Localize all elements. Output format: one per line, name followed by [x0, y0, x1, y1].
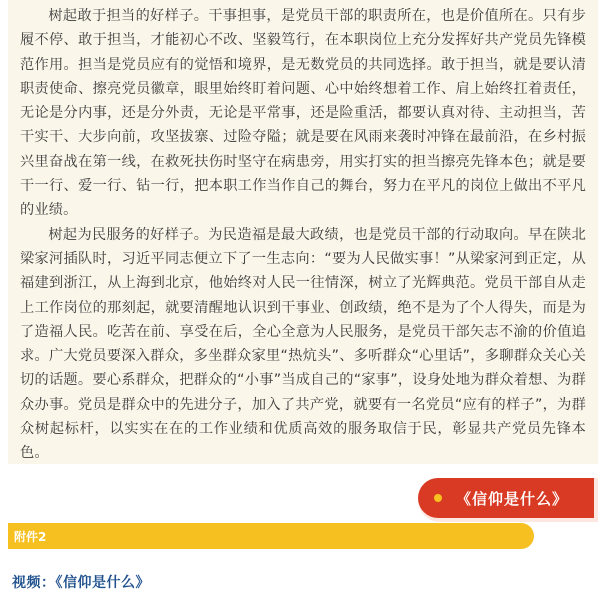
article-paragraph-1: 树起敢于担当的好样子。干事担事，是党员干部的职责所在，也是价值所在。只有步履不停、敢于担当，才能初心不改、坚毅笃行，在本职岗位上充分发挥好共产党员先锋模范作用。担当是党员应有的觉悟和境界，是无数党员的共同选择。敢于担当，就是要认清职责使命、擦亮党员徽章，眼里始终盯着问题、心中始终想着工作、肩上始终扛着责任，无论是分内事，还是分外责，无论是平常事，还是险重活，都要认真对待、主动担当，苦干实干、大步向前，攻坚拔寨、过险夺隘；就是要在风雨来袭时冲锋在最前沿，在乡村振兴里奋战在第一线，在救死扶伤时坚守在病患旁，用实打实的担当擦亮先锋本色；就是要干一行、爱一行、钻一行，把本职工作当作自己的舞台，努力在平凡的岗位上做出不平凡的业绩。: [20, 8, 586, 219]
annex-bar: [8, 523, 534, 549]
section-tab-title: 《信仰是什么》: [456, 489, 569, 508]
article-box: [8, 0, 598, 464]
bullet-dot-icon: [434, 494, 442, 502]
annex-label: 附件2: [14, 529, 47, 544]
video-title[interactable]: 视频：《信仰是什么》: [12, 575, 150, 591]
section-tab-body: [418, 478, 594, 518]
section-tab: [418, 478, 598, 522]
article-paragraph-2: 树起为民服务的好样子。为民造福是最大政绩，也是党员干部的行动取向。早在陕北梁家河插队时，习近平同志便立下了一生志向：“要为人民做实事！”从梁家河到正定，从福建到浙江，从上海到北京，他始终对人民一往情深，树立了光辉典范。党员干部自从走上工作岗位的那刻起，就要清醒地认识到干事业、创政绩，绝不是为了个人得失，而是为了造福人民。吃苦在前、享受在后，全心全意为人民服务，是党员干部矢志不渝的价值追求。广大党员要深入群众，多坐群众家里“热炕头”、多听群众“心里话”，多聊群众关心关切的话题。要心系群众，把群众的“小事”当成自己的“家事”，设身处地为群众着想、为群众办事。党员是群众中的先进分子，加入了共产党，就要有一名党员“应有的样子”，为群众树起标杆，以实实在在的工作业绩和优质高效的服务取信于民，彰显共产党员先锋本色。: [20, 226, 586, 462]
